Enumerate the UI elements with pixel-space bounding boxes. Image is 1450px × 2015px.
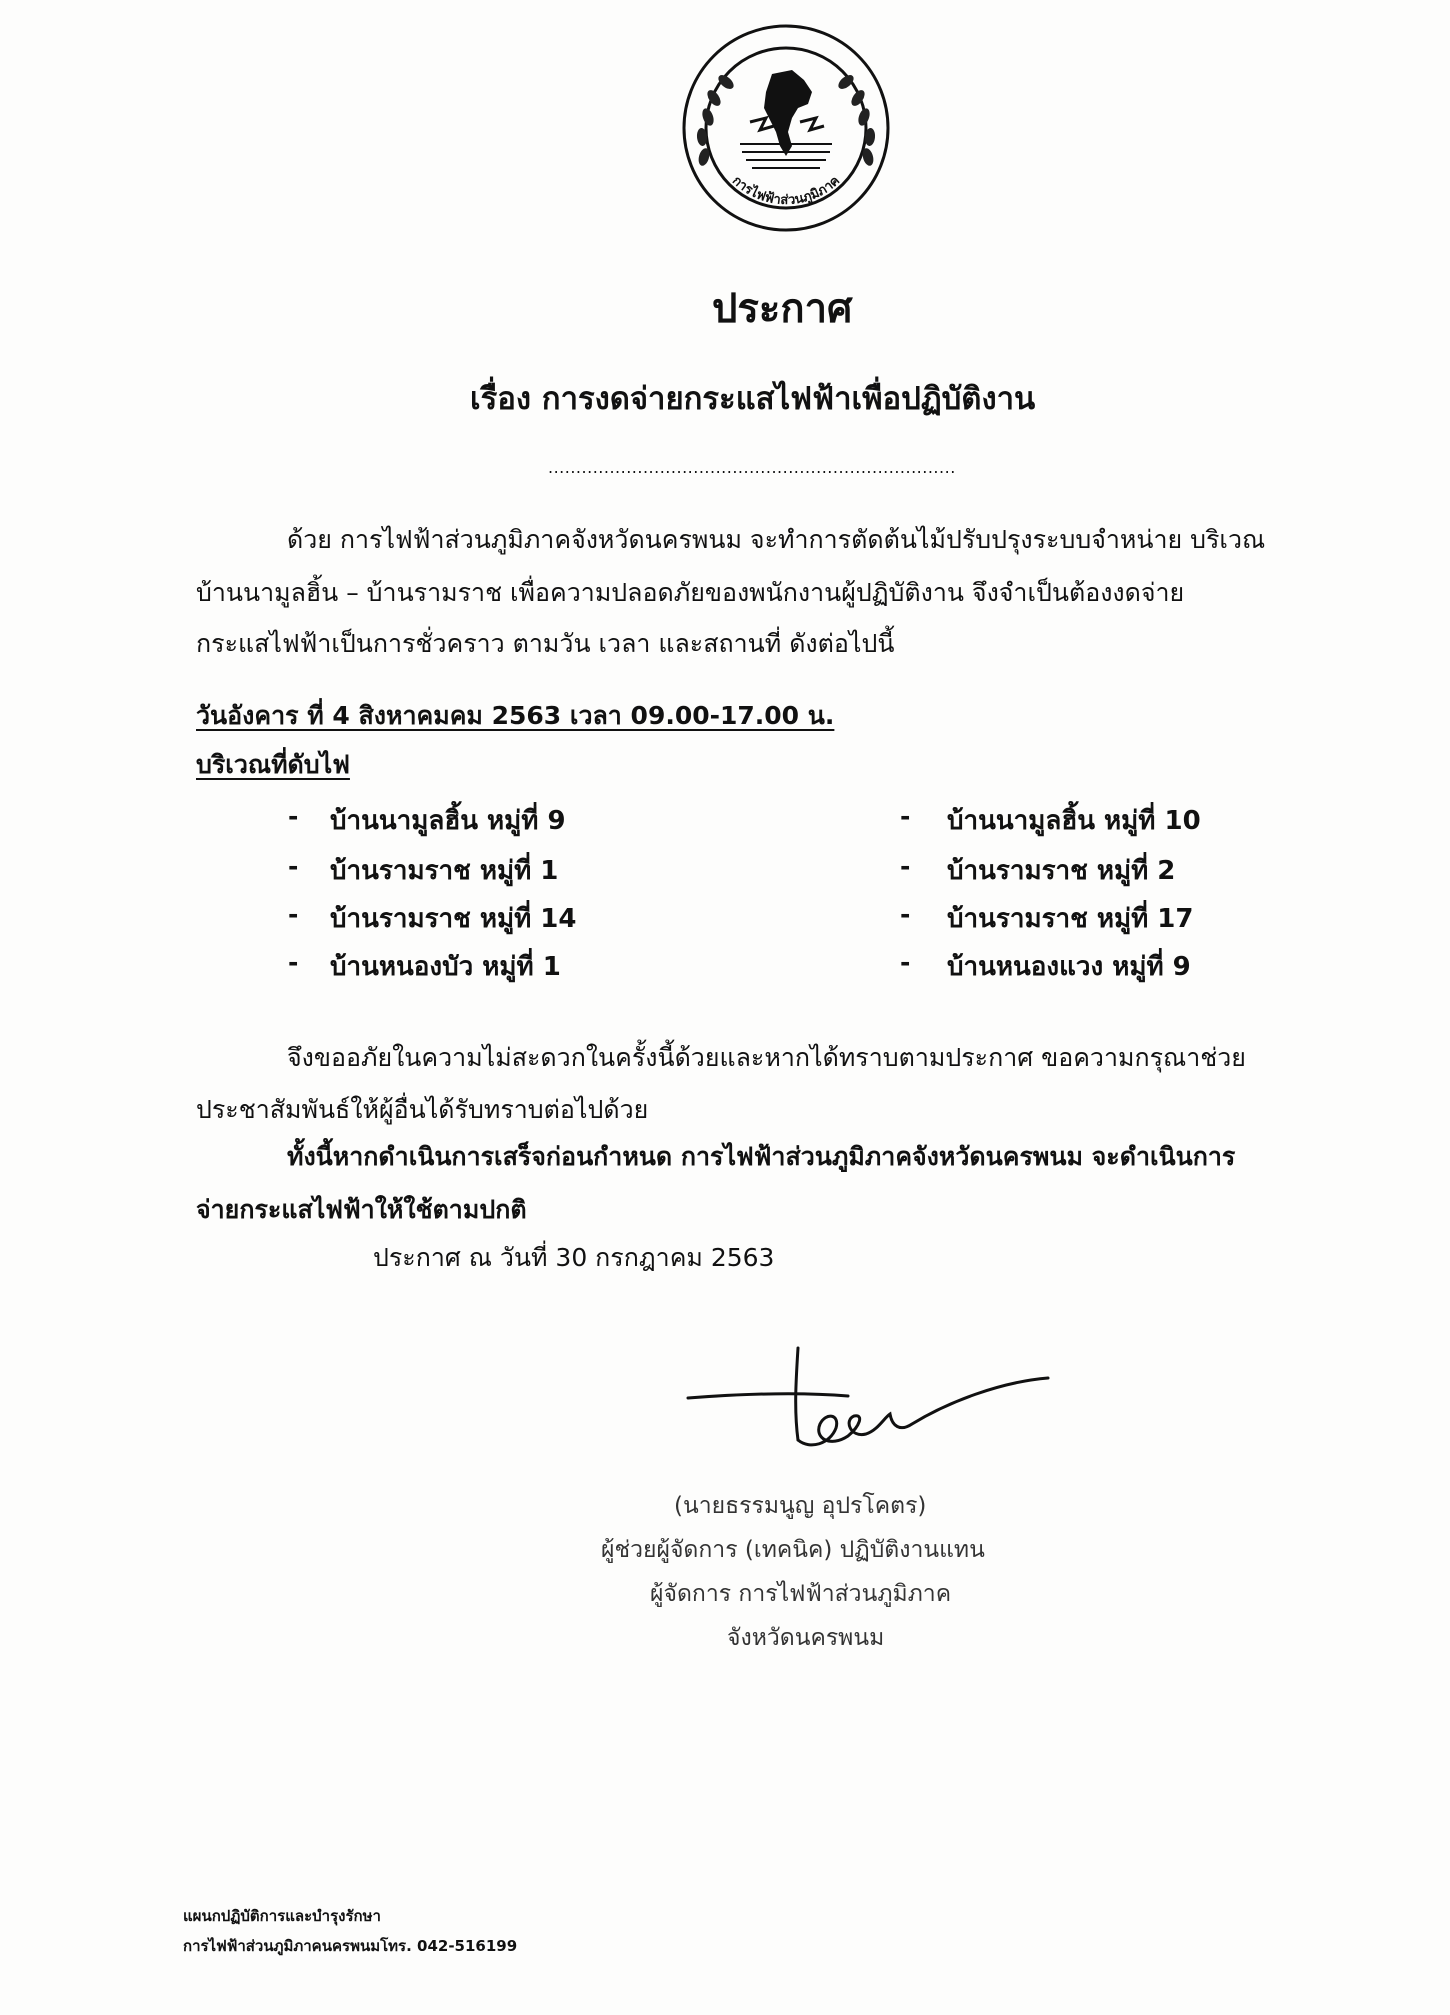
subject-line: เรื่อง การงดจ่ายกระแสไฟฟ้าเพื่อปฏิบัติงาน [470, 381, 1036, 417]
list-dash: - [288, 852, 299, 881]
list-item: บ้านหนองแวง หมู่ที่ 9 [947, 952, 1191, 982]
divider: ......................................................................... [548, 458, 956, 477]
schedule-line: วันอังคาร ที่ 4 สิงหาคมคม 2563 เวลา 09.00-17.00 น. [196, 701, 835, 730]
list-dash: - [900, 802, 911, 831]
list-item: บ้านรามราช หมู่ที่ 2 [947, 856, 1176, 886]
apology-line-2: ประชาสัมพันธ์ให้ผู้อื่นได้รับทราบต่อไปด้วย [196, 1095, 649, 1124]
notice-line-2: จ่ายกระแสไฟฟ้าให้ใช้ตามปกติ [196, 1195, 527, 1224]
list-dash: - [288, 802, 299, 831]
list-dash: - [900, 900, 911, 929]
list-item: บ้านรามราช หมู่ที่ 17 [947, 904, 1194, 934]
signer-position-1: ผู้ช่วยผู้จัดการ (เทคนิค) ปฏิบัติงานแทน [601, 1537, 985, 1563]
signer-name: (นายธรรมนูญ อุปรโคตร) [674, 1493, 927, 1519]
signer-position-2: ผู้จัดการ การไฟฟ้าส่วนภูมิภาค [650, 1581, 952, 1607]
signer-position-3: จังหวัดนครพนม [727, 1625, 885, 1651]
area-heading: บริเวณที่ดับไฟ [196, 750, 350, 779]
svg-text:การไฟฟ้าส่วนภูมิภาค [729, 173, 843, 208]
list-item: บ้านรามราช หมู่ที่ 1 [330, 856, 559, 886]
list-dash: - [900, 852, 911, 881]
footer-contact: การไฟฟ้าส่วนภูมิภาคนครพนมโทร. 042-516199 [183, 1937, 518, 1955]
pea-emblem-icon [680, 22, 892, 234]
notice-line-1: ทั้งนี้หากดำเนินการเสร็จก่อนกำหนด การไฟฟ้าส่วนภูมิภาคจังหวัดนครพนม จะดำเนินการ [287, 1142, 1236, 1171]
list-dash: - [288, 948, 299, 977]
announced-date: ประกาศ ณ วันที่ 30 กรกฎาคม 2563 [373, 1243, 775, 1272]
list-item: บ้านนามูลฮิ้น หมู่ที่ 10 [947, 806, 1201, 836]
list-item: บ้านหนองบัว หมู่ที่ 1 [330, 952, 561, 982]
intro-line-1: ด้วย การไฟฟ้าส่วนภูมิภาคจังหวัดนครพนม จะทำการตัดต้นไม้ปรับปรุงระบบจำหน่าย บริเวณ [287, 525, 1266, 554]
signature-mark [680, 1340, 1060, 1470]
list-item: บ้านนามูลฮิ้น หมู่ที่ 9 [330, 806, 566, 836]
emblem-text: การไฟฟ้าส่วนภูมิภาค [729, 173, 843, 209]
list-item: บ้านรามราช หมู่ที่ 14 [330, 904, 577, 934]
footer-department: แผนกปฏิบัติการและบำรุงรักษา [183, 1907, 381, 1925]
intro-line-2: บ้านนามูลฮิ้น – บ้านรามราช เพื่อความปลอดภัยของพนักงานผู้ปฏิบัติงาน จึงจำเป็นต้องงดจ่าย [196, 578, 1185, 607]
list-dash: - [288, 900, 299, 929]
list-dash: - [900, 948, 911, 977]
apology-line-1: จึงขออภัยในความไม่สะดวกในครั้งนี้ด้วยและหากได้ทราบตามประกาศ ขอความกรุณาช่วย [287, 1043, 1246, 1072]
intro-line-3: กระแสไฟฟ้าเป็นการชั่วคราว ตามวัน เวลา และสถานที่ ดังต่อไปนี้ [196, 629, 895, 658]
page-title: ประกาศ [712, 286, 853, 332]
